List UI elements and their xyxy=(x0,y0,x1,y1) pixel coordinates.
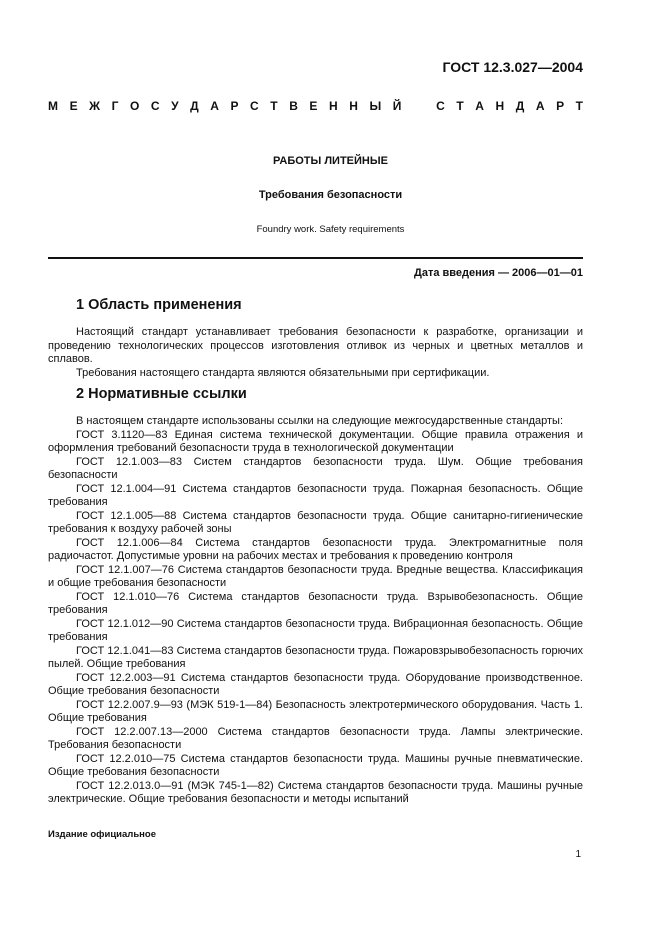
standard-kind-heading xyxy=(48,99,583,113)
document-subtitle: Требования безопасности xyxy=(258,189,403,201)
section-2-heading: 2 Нормативные ссылки xyxy=(76,386,247,402)
heading-letter: Т xyxy=(575,99,583,113)
reference-item: ГОСТ 12.1.003—83 Систем стандартов безопасности труда. Шум. Общие требования безопасности xyxy=(48,455,583,481)
reference-item: ГОСТ 12.1.041—83 Система стандартов безопасности труда. Пожаровзрывобезопасность горючих пылей. Общие требования xyxy=(48,644,583,670)
heading-letter: Н xyxy=(495,99,505,113)
section-1-heading: 1 Область применения xyxy=(76,297,242,313)
page-number: 1 xyxy=(575,849,581,860)
reference-item: ГОСТ 12.2.003—91 Система стандартов безопасности труда. Оборудование производственное. Общие требования безопасности xyxy=(48,671,583,697)
reference-item: ГОСТ 12.2.010—75 Система стандартов безопасности труда. Машины ручные пневматические. Общие требования безопасности xyxy=(48,752,583,778)
gost-number: ГОСТ 12.3.027—2004 xyxy=(442,59,583,75)
heading-letter: С xyxy=(250,99,259,113)
header-rule xyxy=(48,257,583,259)
paragraph: В настоящем стандарте использованы ссылки на следующие межгосударственные стандарты: xyxy=(76,415,564,427)
heading-letter: Р xyxy=(230,99,239,113)
reference-item: ГОСТ 12.1.010—76 Система стандартов безопасности труда. Взрывобезопасность. Общие требования xyxy=(48,590,583,616)
heading-letter: Д xyxy=(190,99,199,113)
heading-letter: С xyxy=(436,99,445,113)
reference-item: ГОСТ 12.2.007.9—93 (МЭК 519-1—84) Безопасность электротермического оборудования. Часть 1. Общие требования xyxy=(48,698,583,724)
edition-note: Издание официальное xyxy=(48,829,156,840)
reference-item: ГОСТ 12.1.007—76 Система стандартов безопасности труда. Вредные вещества. Классификация и общие требования безопасности xyxy=(48,563,583,589)
reference-item: ГОСТ 3.1120—83 Единая система технической документации. Общие правила отражения и оформления требований безопасности труда в технологической документации xyxy=(48,428,583,454)
reference-item: ГОСТ 12.2.013.0—91 (МЭК 745-1—82) Система стандартов безопасности труда. Машины ручные электрические. Общие требования безопасности и методы испытаний xyxy=(48,779,583,805)
heading-letter: Р xyxy=(556,99,565,113)
heading-letter: Н xyxy=(329,99,338,113)
section-1-body xyxy=(48,326,583,380)
reference-item: ГОСТ 12.2.007.13—2000 Система стандартов безопасности труда. Лампы электрические. Требования безопасности xyxy=(48,725,583,751)
english-title: Foundry work. Safety requirements xyxy=(256,224,405,235)
reference-item: ГОСТ 12.1.012—90 Система стандартов безопасности труда. Вибрационная безопасность. Общие требования xyxy=(48,617,583,643)
heading-letter: Т xyxy=(456,99,464,113)
heading-letter: А xyxy=(475,99,484,113)
heading-letter: Д xyxy=(515,99,525,113)
document-title: РАБОТЫ ЛИТЕЙНЫЕ xyxy=(273,155,388,167)
heading-letter: Т xyxy=(270,99,278,113)
heading-letter: А xyxy=(535,99,545,113)
heading-letter: О xyxy=(129,99,140,113)
reference-item: ГОСТ 12.1.006—84 Система стандартов безопасности труда. Электромагнитные поля радиочастот. Допустимые уровни на рабочих местах и требования к проведению контроля xyxy=(48,536,583,562)
introduction-date: Дата введения — 2006—01—01 xyxy=(414,267,583,279)
heading-letter: Й xyxy=(392,99,402,113)
heading-letter: Н xyxy=(349,99,358,113)
heading-letter: А xyxy=(210,99,219,113)
paragraph: Настоящий стандарт устанавливает требования безопасности к разработке, организации и проведению технологических процессов изготовления отливок из черных и цветных металлов и сплавов. xyxy=(48,326,583,365)
heading-letter: У xyxy=(171,99,179,113)
heading-letter: Ж xyxy=(89,99,100,113)
heading-letter: Ы xyxy=(369,99,382,113)
heading-letter: В xyxy=(289,99,298,113)
heading-letter: Е xyxy=(69,99,78,113)
paragraph: Требования настоящего стандарта являются обязательными при сертификации. xyxy=(76,366,490,379)
section-2-body xyxy=(48,415,583,807)
reference-item: ГОСТ 12.1.004—91 Система стандартов безопасности труда. Пожарная безопасность. Общие требования xyxy=(48,482,583,508)
heading-letter: Е xyxy=(309,99,318,113)
reference-item: ГОСТ 12.1.005—88 Система стандартов безопасности труда. Общие санитарно-гигиенические требования к воздуху рабочей зоны xyxy=(48,509,583,535)
heading-letter: Г xyxy=(111,99,119,113)
heading-letter: С xyxy=(150,99,160,113)
heading-letter: М xyxy=(48,99,58,113)
